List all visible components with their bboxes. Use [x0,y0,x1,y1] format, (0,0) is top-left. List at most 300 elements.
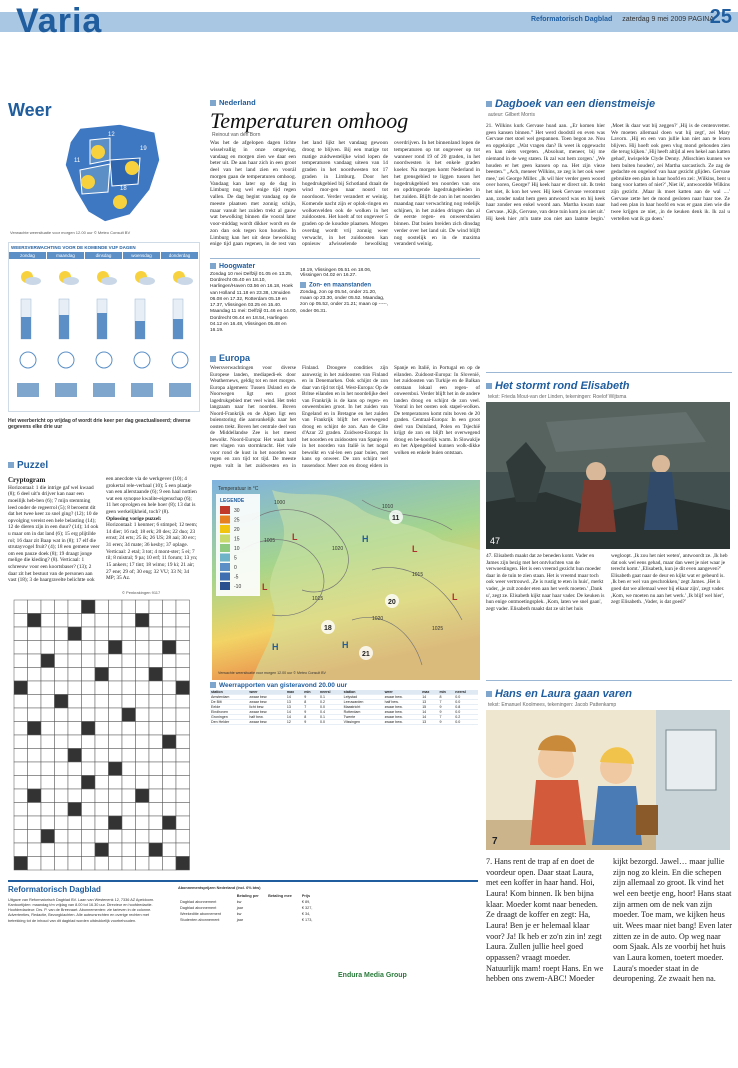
grid-cell [82,600,96,614]
colophon [8,880,478,1050]
table-cell: Rotterdam [343,710,384,715]
grid-cell [41,614,55,628]
grid-cell [109,762,123,776]
solution-title: Oplossing vorige puzzel: [106,515,162,522]
table-cell: Studenten abonnement [180,918,220,922]
table-cell: Maastricht [343,705,384,710]
tide-continued: 18.19, Vlissingen 05.51 en 18.06, Vlissingen 04.02 en 16.27. [300,268,372,278]
grid-cell [136,668,150,682]
grid-cell [163,816,177,830]
table-cell: € 89, [301,900,311,904]
weather-reports-table [210,690,478,725]
grid-cell [95,857,109,871]
table-cell: € 34, [301,912,311,916]
table-header: station [210,690,248,695]
crossword-grid[interactable] [10,588,200,878]
colophon-text: Uitgave van Reformatorisch Dagblad BV. Laan van Westenenk 12, 7336 AZ Apeldoorn. Kantoortijden: maandag t/m vrijdag van 8.00 tot 16.30 uur. Directeur en hoofdredactie. Hoofdredacteur: Drs. P. van de Breevaart. Abonnementen: zie tarieven in de colonne. Advertenties, Redactie, Bezorgklachten. Alle auteursrechten en overige rechten met betrekking tot de inhoud van dit dagblad worden uitdrukkelijk voorbehouden. [8,898,155,923]
grid-cell [55,830,69,844]
legend-swatch [220,544,230,552]
grid-cell [41,695,55,709]
table-cell: 0.0 [319,705,343,710]
table-cell: 9 [438,720,454,725]
grid-cell [41,803,55,817]
legend-label: 0 [234,565,237,571]
grid-cell [55,843,69,857]
grid-cell [28,708,42,722]
grid-cell [149,803,163,817]
grid-cell [122,830,136,844]
grid-cell [55,762,69,776]
grid-cell [14,816,28,830]
tarieven-table [178,892,318,924]
table-cell: zwaar bew. [248,720,286,725]
grid-cell [122,600,136,614]
table-cell: 15 [421,705,438,710]
table-cell: 0.8 [454,705,478,710]
table-cell [268,912,300,916]
grid-cell [14,641,28,655]
grid-cell [95,722,109,736]
grid-cell [28,641,42,655]
grid-cell [136,735,150,749]
grid-cell [122,789,136,803]
table-cell: 0.2 [319,700,343,705]
grid-cell [109,735,123,749]
table-cell: € 327, [301,906,313,910]
table-cell [268,900,300,904]
grid-cell [149,762,163,776]
grid-cell [28,803,42,817]
article-body: Was het de afgelopen dagen lichte wisselvallig in onze omgeving, vandaag en morgen zien we daar een beter uit. De aan haar zich in een groot deel van het land zien en voorál morgen gaan de temperaturen omhoog. Vandaag kan later op de dag in Limburg nog wel enige tijd regen vallen. De dag begint vandaag op de meeste plaatsen met zonnig schijn, maar vanuit het zuiden trekt al gauw wat bewolking binnen die vooral later voor-middag wordt dikker wordt en de zon dan ook tegen kon houden. In Limburg kan het uit deze bewolking enige tijd gaan regenen, in de rest van het land lijkt het vandaag gewoon droog te blijven. Bij een matige tot matige zuidwestelijke wind lopen de temperaturen vandaag uiteen van 14 graden in het noordwesten tot 17 graden in Limburg. Door het hogedrukgebied bij Schotland draait de wind mor-gen naar noord tot noordoost. Verder verandert er weinig. Komende nacht zijn er oplok-ringen en wolkenvelden ook de wolken in het zuidoosten. Het koelt af tot ongeveer 5 graden op de koudste plaatsen. Morgen overdag wordt vrij zonnig weer verwacht, in het zuidoosten kan opnieuw afwisselende bewolking overdrijven. In het binnenland lopen de temperaturen op tot ongeveer op tot wanneer rond 19 of 20 graden, in het noordwesten is het enkele graden koeler. Na morgen komt Nederland in het grensgebied te liggen tussen het hogedrukgebied ten noorden van ons en opdringende lagedrukgebieden in het zuiden. Blijft de zon in het noorden maandag naar verwachting nog redelijk schijnen, in het zuiden dringen dan al de eerste regen- en onweersbuien binnen. Dat buien breiden zich dinsdag verder over het land uit. De wind blijft nog oostelijk en in de maxima veranderd weinig. [210,140,480,248]
grid-cell [28,695,42,709]
grid-cell [149,830,163,844]
grid-cell [55,708,69,722]
grid-cell [176,681,190,695]
grid-cell [82,830,96,844]
grid-cell [14,708,28,722]
grid-cell [176,843,190,857]
grid-cell [28,735,42,749]
grid-cell [109,627,123,641]
table-cell: Amsterdam [210,695,248,700]
grid-cell [28,789,42,803]
table-cell: Weekeditie abonnement [180,912,221,916]
table-cell: zwaar bew. [384,705,422,710]
grid-cell [149,789,163,803]
grid-cell [109,668,123,682]
grid-cell [122,668,136,682]
grid-cell [109,830,123,844]
dagboek-text: 21. Wilkins kurk Gervase hoad aan. „Er komen hier geen kansen binnen.” Het werd doodstil en even was Gervase met stoel wel gespannen. Toen begon ze. Nou en opgeknipt: „Wat vragen dan? Ik weet ik opgewacht en kan niets vergeten. ,Absoluut, meneer, bij me niemand in de weg staten. Ik zal wat hem zorgen.' „We houden er het geen kansen op na. Het zijn vieze beesten.” „Ach, meneer Wilkins, ze zeg is het ook weer mee,' zei George Miller. „Ik wil hier verder geen woord over horen, George!' Hij keek haar er direct uit. Ik trekt het niet, ik kon het weer. Hij keek Gervase verontrust aan, zonder nadat hem geen antwoord was en hij keek haar zonder een enkel woord aan. Martha kwam naar Gervase. ,Kijk, Gervase, van deze tuin kom jou niet uit.' Hij keek hier ,m'n tante zou niet aan laatste begin.' ,Moet ik daar wat bij zeggen?' ,Hij is de centenvretter. We moeten allemaal doen wat hij zegt', zei Mary Lavorn. ,Hij en een van jullie kan niet aan te lezen blijven. Hij hoeft ook geen vlug mond gehouden zien die terug kijken.' ,Hij heeft altijd al een hekel aan katten gehad', kwispelde Clyde Denny. ,Misschien kunnen we hem buiten houden', zei Martha sarcastisch. Ze zag de gedachte en ongeloof van haar gezicht glijden. Gervase gebruikte een plan in haar hoofd en zei: ,Wilkins, bent u bang voor katten of niet?' ,Niet ik', antwoordde Wilkins zijn gezicht. ,Maar ik moet katten aan de wal ....' Gervase zette het de mond gesloten naar haar toe. Ze had een plan in haar hoofd en was er gaan zien wie die twee krijgen ze niet, ,in de keuken denk ik. Ik zal u vertellen wat ik ga doen.' [486,123,730,222]
grid-cell [95,830,109,844]
grid-cell [163,654,177,668]
grid-cell [41,857,55,871]
grid-cell [122,614,136,628]
grid-cell [55,654,69,668]
legend-swatch [220,525,230,533]
grid-cell [95,789,109,803]
grid-cell [122,776,136,790]
grid-cell [136,681,150,695]
puzzle-copyright: © Penkrakingen 9117 [122,590,161,595]
grid-cell [14,681,28,695]
isobar-label: 1000 [274,500,286,506]
grid-cell [122,762,136,776]
grid-cell [55,776,69,790]
table-cell: 9 [303,695,319,700]
table-cell: 13 [421,720,438,725]
table-cell: zwaar bew. [248,700,286,705]
grid-cell [109,789,123,803]
grid-cell [14,668,28,682]
grid-cell [122,708,136,722]
grid-cell [55,803,69,817]
grid-cell [68,722,82,736]
grid-cell [82,722,96,736]
table-cell: zwaar bew. [384,695,422,700]
temperature-label: 20 [388,599,396,606]
grid-cell [163,843,177,857]
grid-cell [163,614,177,628]
grid-cell [28,762,42,776]
grid-cell [14,830,28,844]
grid-cell [55,695,69,709]
legend-swatch [220,516,230,524]
table-cell: 0.2 [454,715,478,720]
grid-cell [82,803,96,817]
grid-cell [14,803,28,817]
table-cell: 9 [303,710,319,715]
grid-cell [41,830,55,844]
solution-text: Horizontaal: 1 kenmer; 6 stimpel; 12 teem; 14 dier; 16 rad; 18 erk; 20 des; 22 duo; 23 ernst; 24 erts; 25 ik; 26 US; 28 aai; 30 erc; 31 eren; 34 mate; 36 kesby; 37 oplage. Verticaal: 2 etal; 3 tot; 4 mont-ster; 5 ei; 7 til; 8 mistral; 9 pa; 10 erf; 11 forum; 13 yn; 15 ankers; 17 tint; 18 wimo; 19 ki; 21 air; 27 ene; 29 of; 30 eng; 32 VU; 33 N; 34 MP; 35 Az. [106,522,198,582]
grid-cell [41,681,55,695]
grid-cell [149,843,163,857]
high-pressure-center: H [342,640,349,650]
grid-cell [109,749,123,763]
grid-cell [149,816,163,830]
grid-cell [68,843,82,857]
grid-cell [55,857,69,871]
grid-cell [136,830,150,844]
table-cell: half bew. [384,700,422,705]
table-cell: 8 [303,700,319,705]
table-cell: Twente [343,715,384,720]
grid-cell [163,681,177,695]
grid-cell [28,776,42,790]
tarieven-title: Abonnementsprijzen Nederland (incl. 6% btw) [178,886,261,890]
table-header: max [286,690,303,695]
grid-cell [163,708,177,722]
table-cell: 9 [303,720,319,725]
table-cell: 14 [286,710,303,715]
legend-label: 10 [234,546,240,552]
grid-cell [136,641,150,655]
grid-cell [82,843,96,857]
table-cell: Dagblad abonnement [180,906,217,910]
grid-cell [95,668,109,682]
isobar-label: 1020 [332,546,344,552]
table-cell: Vlissingen [343,720,384,725]
grid-cell [163,803,177,817]
grid-cell [122,843,136,857]
table-cell: Dagblad abonnement [180,900,217,904]
grid-cell [163,641,177,655]
grid-cell [55,749,69,763]
table-cell: 8 [303,715,319,720]
legend-label: 20 [234,527,240,533]
grid-cell [41,654,55,668]
grid-cell [149,600,163,614]
grid-cell [82,681,96,695]
grid-cell [95,681,109,695]
grid-cell [176,722,190,736]
table-cell: kw [236,912,242,916]
grid-cell [68,816,82,830]
grid-cell [176,600,190,614]
table-cell: Eelde [210,705,248,710]
puzzle-clues: Horizontaal: 1 die intrige gaf wel kwaad (8); 6 deel uit'n drijver kan naar een moeilijk heb-ben (6); 7 mijn stemming leed onder de regeerrol (5); 8 beroemt dit dat het twee keer zo snel ging? (12); 10 de opvolging vereist een hele belasting (14); 12 de dieren zijn in een duur? (14); 14 ook u maar om in dat land (6); 15 erg plijtilde rol; 16 daar zit Baap wat in (8); 17 elf die strutayvogel fruit? (4); 18 een gemene veer om een pauze doek (8); 19 draagt jonge melige die kleding? (8). Verticaal: 1 schreeuw voor een koortsbaser? (13); 2 daar zit het bestuut van de personen aan vast (18); 3 de baargravelte belichtte ook een anecdote via de werkgever (10); 4 grokertal rele-verbaal (10); 5 een plaatje van een allerstaande (6); 9 een haal nottien wat een synopse kwalite-eigenschap (6); 11 het opvolgen en hele hoer (8); 13 dat is geen werkelijkheid, toch? (8). [8,476,197,584]
table-cell: 0.4 [319,710,343,715]
grid-cell [68,762,82,776]
grid-cell [136,843,150,857]
grid-cell [82,708,96,722]
grid-cell [136,762,150,776]
low-pressure-center: L [412,544,418,554]
grid-cell [95,735,109,749]
storm-title: Het stormt rond Elisabeth [486,380,629,392]
article-headline: Temperaturen omhoog [210,108,409,133]
grid-cell [82,654,96,668]
isobar-label: 1025 [432,626,444,632]
grid-cell [28,600,42,614]
grid-cell [55,816,69,830]
map-temp: 15 [70,196,77,202]
table-cell: Leeuwarden [343,700,384,705]
table-cell: Lelystad [343,695,384,700]
panel-number: 7 [492,836,498,847]
isobar-label: 1020 [372,616,384,622]
weather-title: Weer [8,100,52,120]
legend-swatch [220,573,230,581]
grid-cell [163,762,177,776]
grid-cell [28,816,42,830]
table-cell: 13 [286,705,303,710]
forecast-day: woensdag [123,252,161,259]
table-cell: Eindhoven [210,710,248,715]
low-pressure-center: L [452,592,458,602]
low-pressure-center: L [292,532,298,542]
table-cell: De Bilt [210,700,248,705]
europa-title: Europa [210,353,250,363]
table-cell: 13 [421,700,438,705]
table-header: weer [248,690,286,695]
hoogwater-title: Hoogwater [210,263,255,270]
grid-cell [136,816,150,830]
grid-cell [68,641,82,655]
article-byline: Reinout van den Born [212,132,261,138]
grid-cell [28,830,42,844]
grid-cell [109,857,123,871]
grid-cell [149,627,163,641]
table-header [180,894,235,898]
table-cell: 0.0 [454,720,478,725]
grid-cell [14,735,28,749]
grid-cell [149,641,163,655]
grid-cell [122,654,136,668]
hans-comic-panel [486,710,730,850]
grid-cell [176,762,190,776]
grid-cell [55,668,69,682]
grid-cell [82,857,96,871]
grid-cell [82,627,96,641]
table-row [210,720,478,725]
grid-cell [41,641,55,655]
grid-cell [68,614,82,628]
legend-swatch [220,563,230,571]
forecast-day: dinsdag [85,252,123,259]
table-header: station [343,690,384,695]
grid-cell [14,776,28,790]
legend-label: 30 [234,508,240,514]
grid-cell [149,668,163,682]
header-meta [531,16,714,23]
grid-cell [163,600,177,614]
grid-cell [95,600,109,614]
grid-cell [68,627,82,641]
isobar-label: 1015 [312,596,324,602]
table-cell: licht bew. [248,705,286,710]
grid-cell [55,681,69,695]
forecast-days [9,252,199,259]
grid-cell [136,614,150,628]
grid-cell [41,627,55,641]
grid-cell [68,749,82,763]
grid-cell [163,722,177,736]
grid-cell [136,722,150,736]
grid-cell [109,843,123,857]
grid-cell [41,668,55,682]
grid-cell [163,735,177,749]
table-cell: zwaar bew. [384,710,422,715]
grid-cell [122,816,136,830]
dagboek-title: Dagboek van een dienstmeisje [486,98,655,110]
grid-cell [82,668,96,682]
grid-cell [176,857,190,871]
grid-cell [163,627,177,641]
grid-cell [95,843,109,857]
grid-cell [14,857,28,871]
grid-cell [68,681,82,695]
grid-cell [28,722,42,736]
grid-cell [55,614,69,628]
grid-cell [136,803,150,817]
grid-cell [149,614,163,628]
grid-cell [149,776,163,790]
grid-cell [55,735,69,749]
low-pressure-center: L [262,582,268,592]
grid-cell [41,762,55,776]
grid-cell [41,816,55,830]
grid-cell [14,695,28,709]
table-header: weer [384,690,422,695]
grid-cell [82,789,96,803]
grid-cell [55,627,69,641]
grid-cell [163,776,177,790]
table-cell: jaar [236,906,244,910]
table-cell [268,918,300,922]
grid-cell [68,789,82,803]
forecast-day: zondag [9,252,47,259]
grid-cell [109,614,123,628]
netherlands-weather-map [10,120,200,230]
isobar-label: 1015 [412,572,424,578]
grid-cell [136,654,150,668]
grid-cell [28,857,42,871]
storm-comic-panel [486,402,730,549]
grid-cell [14,722,28,736]
grid-cell [149,708,163,722]
hans-credit: tekst: Emanuel Koolmees, tekeningen: Jacob Pattenkamp [488,702,617,708]
table-cell [268,906,300,910]
legend-label: -5 [234,574,239,581]
grid-cell [14,600,28,614]
grid-cell [82,614,96,628]
table-header: neersl [454,690,478,695]
table-cell: Den Helder [210,720,248,725]
grid-cell [82,749,96,763]
grid-cell [95,816,109,830]
grid-cell [176,641,190,655]
table-header: Betaling per [236,894,259,898]
grid-cell [122,857,136,871]
table-cell: 14 [421,695,438,700]
grid-cell [122,695,136,709]
grid-cell [68,857,82,871]
grid-cell [82,816,96,830]
table-cell: 8 [438,695,454,700]
table-cell: 0.0 [319,720,343,725]
grid-cell [14,614,28,628]
grid-cell [136,789,150,803]
grid-cell [55,789,69,803]
isobar-label: 1010 [382,504,394,510]
grid-cell [68,600,82,614]
grid-cell [68,708,82,722]
forecast-graphics [9,265,199,410]
grid-cell [14,789,28,803]
table-cell: zwaar bew. [384,715,422,720]
section-title: Varia [16,2,103,40]
grid-cell [41,789,55,803]
table-header: Prijs [301,894,311,898]
grid-cell [68,668,82,682]
divider [486,372,732,373]
grid-cell [68,776,82,790]
legend-label: 15 [234,536,240,543]
table-cell: 13 [286,700,303,705]
grid-cell [149,857,163,871]
table-cell: half bew. [248,715,286,720]
table-cell: 0.1 [319,715,343,720]
grid-cell [82,641,96,655]
table-cell: 0.0 [454,710,478,715]
grid-cell [176,627,190,641]
map-temp: 18 [120,186,127,192]
grid-cell [28,843,42,857]
legend-title: LEGENDE [220,498,245,504]
temperature-label: 11 [392,515,400,522]
grid-cell [149,722,163,736]
